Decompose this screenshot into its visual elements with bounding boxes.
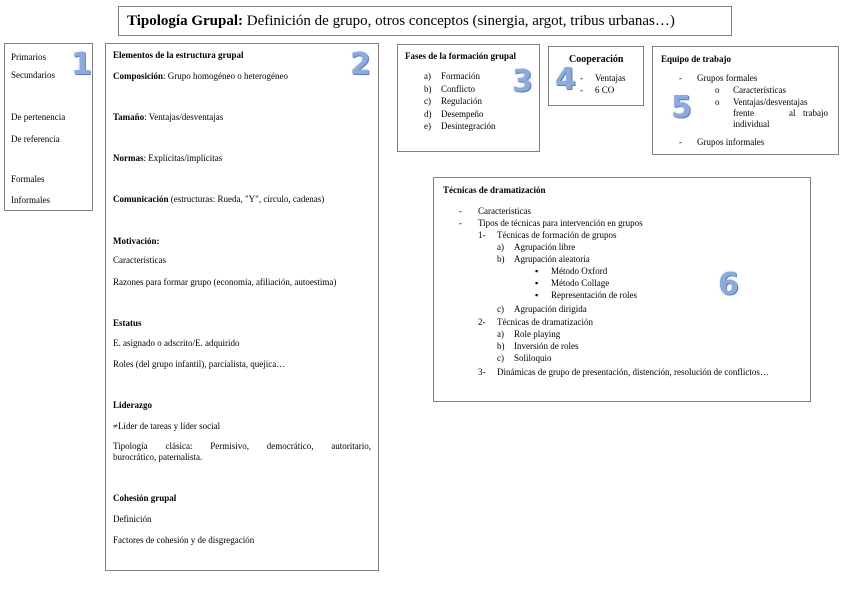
list-item: Técnicas de dramatización: [497, 317, 593, 327]
list-item: Características: [478, 206, 531, 216]
section-label: Estatus: [113, 318, 142, 328]
box-formation-phases: 3 Fases de la formación grupal a) Formación b) Conflicto c) Regulación d) Desempeño e) Desintegración: [397, 44, 540, 152]
list-item: Factores de cohesión y de disgregación: [113, 535, 255, 545]
box-heading: Fases de la formación grupal: [405, 51, 516, 61]
box-structure-elements: [105, 43, 379, 571]
list-item: Desintegración: [441, 121, 496, 131]
list-item: Ventajas/desventajas: [733, 97, 808, 107]
box-work-team: 5 Equipo de trabajo - Grupos formales o Características o Ventajas/desventajas frente al trabajo individual - Grupos informales: [652, 46, 839, 155]
box-heading: Cooperación: [569, 54, 624, 65]
list-item: Regulación: [441, 96, 482, 106]
list-item: Características: [733, 85, 786, 95]
page-title: Tipología Grupal: Definición de grupo, otros conceptos (sinergia, argot, tribus urbanas…): [127, 13, 675, 29]
list-item: Dinámicas de grupo de presentación, distención, resolución de conflictos…: [497, 367, 769, 377]
list-item: Método Collage: [551, 278, 610, 288]
box-number: 4: [555, 62, 576, 97]
list-item: Role playing: [514, 329, 561, 339]
box-heading: Equipo de trabajo: [661, 54, 732, 64]
list-item: Tipología clásica: Permisivo, democrático, autoritario,: [113, 441, 371, 451]
list-item: Normas: Explícitas/implícitas: [113, 153, 223, 163]
section-label: Cohesión grupal: [113, 493, 177, 503]
box-number: 5: [671, 90, 692, 125]
list-item: Secundarios: [11, 70, 55, 80]
list-item: De pertenencia: [11, 112, 66, 122]
list-item: Agrupación dirigida: [514, 304, 587, 314]
title-box: [118, 6, 732, 36]
list-item: Método Oxford: [551, 266, 608, 276]
list-item: Soliloquio: [514, 353, 552, 363]
box-number: 2: [350, 47, 371, 82]
list-item: Tamaño: Ventajas/desventajas: [113, 112, 224, 122]
list-item: Grupos informales: [697, 137, 765, 147]
list-item: Formación: [441, 71, 480, 81]
box-cooperation: 4 Cooperación - Ventajas - 6 CO: [548, 46, 644, 106]
list-item: Comunicación (estructuras: Rueda, "Y", círculo, cadenas): [113, 194, 325, 204]
section-label: Liderazgo: [113, 400, 152, 410]
list-item: Técnicas de formación de grupos: [497, 230, 617, 240]
box-dramatization-techniques: 6 Técnicas de dramatización - Características - Tipos de técnicas para intervención en grupos 1- Técnicas de formación de grupos a) Agrupación libre b) Agrupación aleatoria ▪ Método Oxford ▪ Método Collage ▪ Representación de roles c) Agrupación dirigida 2- Técnicas de dramatización a) Role playing b) Inversión de roles c) Soliloquio 3- Dinámicas de grupo de presentación, distención, resolución de conflictos…: [433, 177, 811, 402]
list-item: Informales: [11, 195, 50, 205]
list-item: burocrático, paternalista.: [113, 452, 203, 462]
list-item: De referencia: [11, 134, 60, 144]
box-number: 6: [718, 267, 739, 302]
box-group-types: [4, 43, 93, 211]
box-heading: Técnicas de dramatización: [443, 185, 546, 195]
list-item: Inversión de roles: [514, 341, 579, 351]
list-item: E. asignado o adscrito/E. adquirido: [113, 338, 240, 348]
list-item: Agrupación aleatoria: [514, 254, 590, 264]
list-item: Roles (del grupo infantil), parcialista, quejica…: [113, 359, 286, 369]
list-item: Grupos formales: [697, 73, 758, 83]
list-item: Representación de roles: [551, 290, 637, 300]
list-item: Composición: Grupo homogéneo o heterogéneo: [113, 71, 288, 81]
box-heading: Elementos de la estructura grupal: [113, 50, 244, 60]
list-item: Definición: [113, 514, 152, 524]
list-item: Formales: [11, 174, 45, 184]
section-label: Motivación:: [113, 236, 160, 246]
box-number: 3: [512, 64, 533, 99]
list-item: Desempeño: [441, 109, 484, 119]
list-item: 6 CO: [595, 85, 615, 95]
list-item: Tipos de técnicas para intervención en grupos: [478, 218, 643, 228]
list-item: Conflicto: [441, 84, 475, 94]
list-item: Características: [113, 255, 166, 265]
list-item: ≠Líder de tareas y líder social: [113, 421, 221, 431]
list-item: Razones para formar grupo (economía, afiliación, autoestima): [113, 277, 337, 287]
box-number: 1: [71, 47, 92, 82]
list-item: Ventajas: [595, 73, 626, 83]
list-item: Agrupación libre: [514, 242, 576, 252]
list-item: Primarios: [11, 52, 46, 62]
